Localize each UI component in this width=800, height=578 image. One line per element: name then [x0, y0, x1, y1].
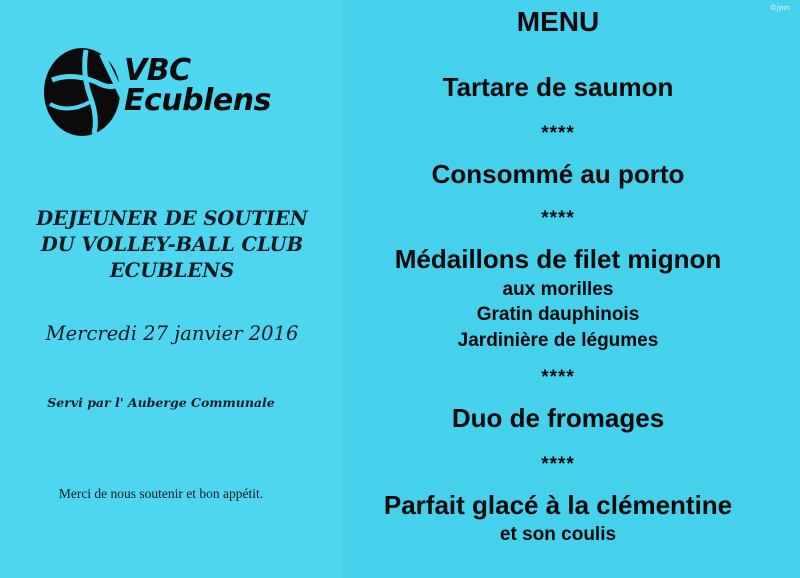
menu-title: MENU [516, 6, 600, 37]
menu-list [344, 0, 772, 578]
course-separator: **** [541, 208, 575, 229]
course-starter: Tartare de saumon [442, 72, 674, 102]
club-name [124, 53, 271, 118]
event-title [0, 206, 344, 284]
course-soup: Consommé au porto [431, 159, 685, 189]
event-title-line: ECUBLENS [109, 259, 235, 282]
course-separator: **** [541, 367, 575, 388]
course-cheese: Duo de fromages [451, 403, 665, 433]
event-title-line: DU VOLLEY-BALL CLUB [40, 233, 304, 256]
course-main: Médaillons de filet mignon [394, 244, 722, 274]
course-main-side: Gratin dauphinois [476, 304, 640, 325]
left-panel [0, 0, 344, 578]
event-date: Mercredi 27 janvier 2016 [45, 322, 299, 345]
course-separator: **** [541, 454, 575, 475]
course-separator: **** [541, 123, 575, 144]
thanks-note: Merci de nous soutenir et bon appétit. [58, 486, 264, 501]
course-main-side: aux morilles [502, 279, 614, 300]
club-name-line1: VBC [124, 53, 191, 88]
event-title-line: DEJEUNER DE SOUTIEN [36, 207, 308, 230]
served-by-note: Servi par l' Auberge Communale [47, 395, 275, 410]
course-dessert: Parfait glacé à la clémentine [383, 490, 733, 520]
club-name-line2: Ecublens [124, 83, 271, 118]
course-main-side: Jardinière de légumes [457, 330, 659, 351]
club-logo [42, 44, 282, 138]
course-dessert-side: et son coulis [499, 524, 617, 545]
volleyball-icon [42, 44, 128, 138]
watermark: ©jpm [769, 4, 790, 12]
